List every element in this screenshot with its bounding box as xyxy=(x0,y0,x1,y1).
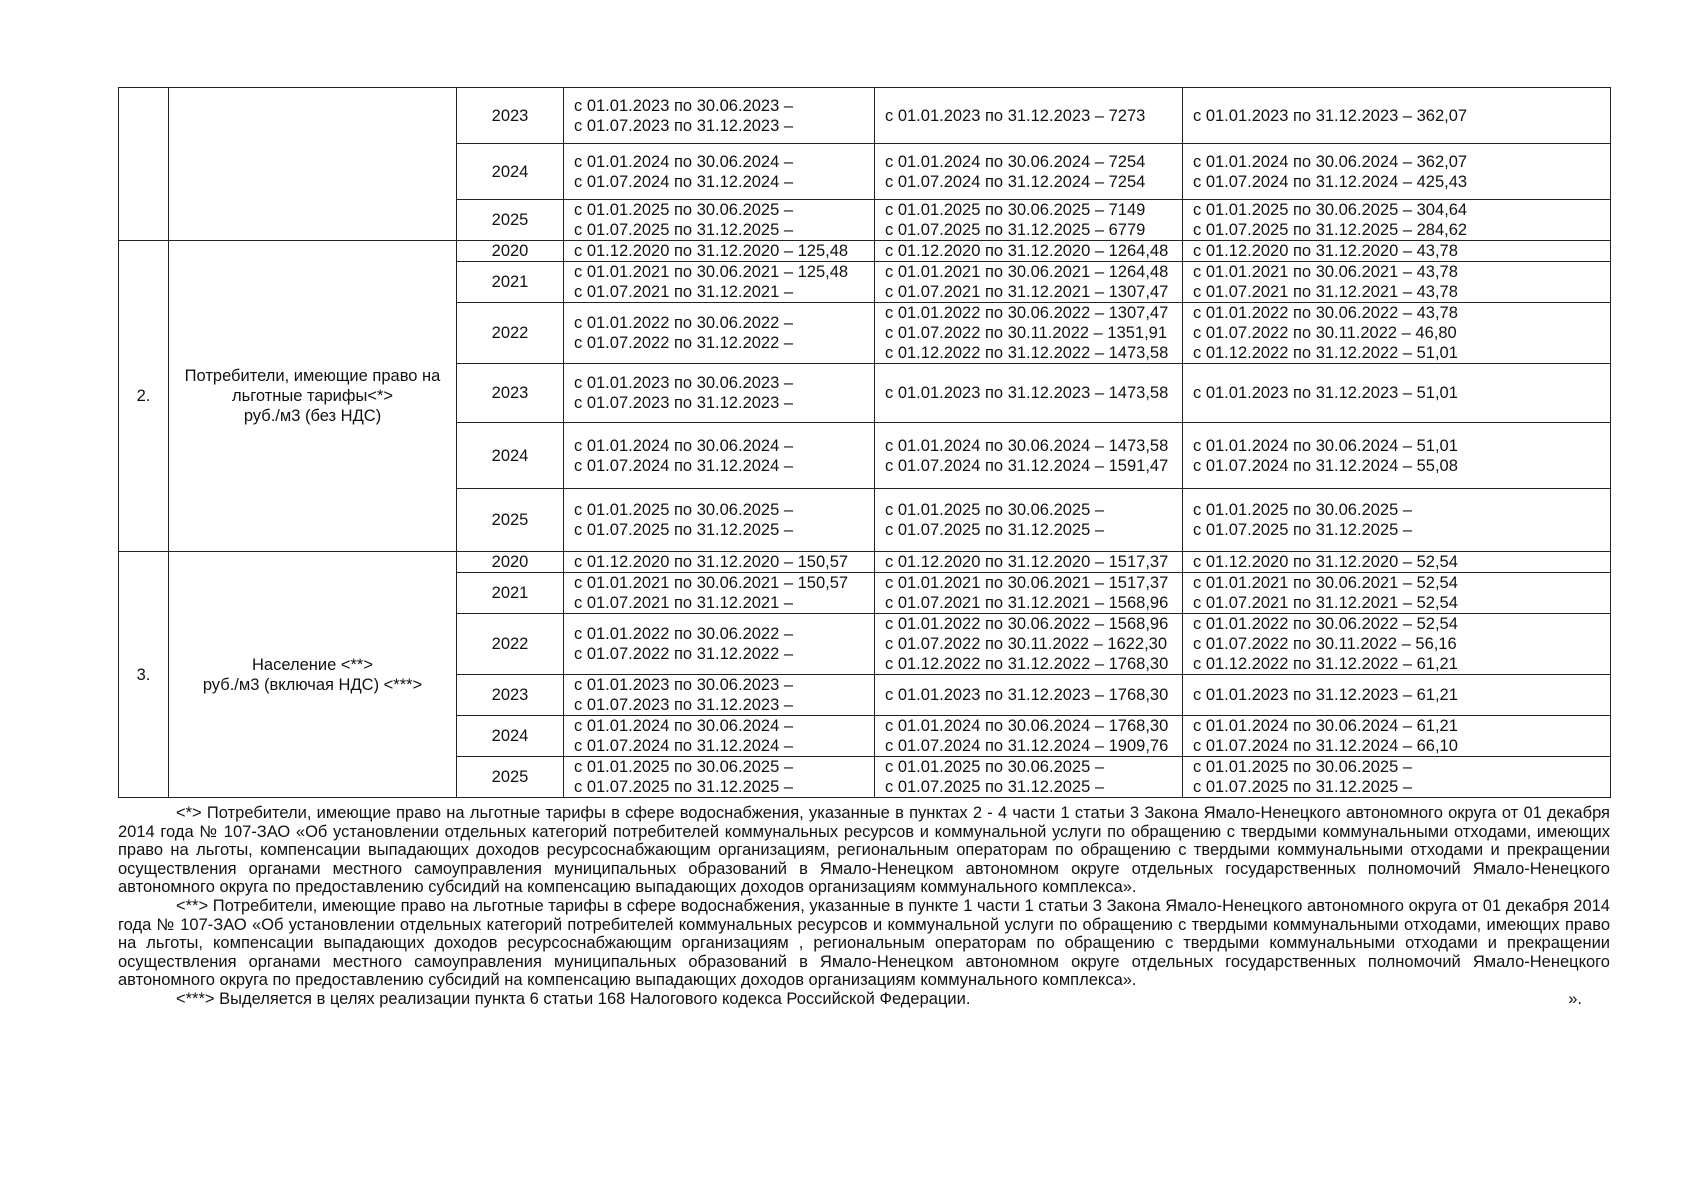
tariff-period-line: с 01.01.2024 по 30.06.2024 – 1768,30 xyxy=(885,717,1169,735)
year-cell: 2022 xyxy=(457,614,564,675)
tariff-period-line: с 01.12.2022 по 31.12.2022 – 51,01 xyxy=(1193,344,1458,362)
tariff-period-line: с 01.12.2020 по 31.12.2020 – 1517,37 xyxy=(885,553,1169,571)
tariff-cell-col3 xyxy=(564,241,875,262)
tariff-period-line: с 01.12.2022 по 31.12.2022 – 61,21 xyxy=(1193,655,1458,673)
tariff-cell-col3 xyxy=(564,303,875,364)
tariff-period-line: с 01.01.2024 по 30.06.2024 – xyxy=(574,717,794,735)
tariff-cell-col5 xyxy=(1183,757,1611,798)
tariff-cell-col3 xyxy=(564,144,875,200)
tariff-period-line: с 01.01.2021 по 30.06.2021 – 1264,48 xyxy=(885,263,1169,281)
tariff-period-line: с 01.07.2022 по 30.11.2022 – 1622,30 xyxy=(885,635,1168,653)
tariff-period-line: с 01.01.2023 по 30.06.2023 – xyxy=(574,96,794,115)
tariff-cell-col5 xyxy=(1183,241,1611,262)
tariff-period-line: с 01.07.2022 по 31.12.2022 – xyxy=(574,645,794,663)
tariff-period-line: с 01.07.2023 по 31.12.2023 – xyxy=(574,116,794,135)
tariff-period-line: с 01.01.2023 по 30.06.2023 – xyxy=(574,374,794,392)
year-cell: 2021 xyxy=(457,262,564,303)
tariff-period-line: с 01.07.2021 по 31.12.2021 – 1307,47 xyxy=(885,283,1169,301)
footnote-3-line xyxy=(118,990,1610,1009)
tariff-period-line: с 01.01.2023 по 31.12.2023 – 7273 xyxy=(885,106,1146,125)
footnote-1: <*> Потребители, имеющие право на льготные тарифы в сфере водоснабжения, указанные в пунктах 2 - 4 части 1 статьи 3 Закона Ямало-Ненецкого автономного округа от 01 декабря 2014 года № 107-ЗАО «Об установлении отдельных категорий потребителей коммунальных ресурсов и коммунальной услуги по обращению с твердыми коммунальными отходами, имеющих право на льготы, компенсации выпадающих доходов ресурсоснабжающим организациям, региональным операторам по обращению с твердыми коммунальными отходами и прекращении осуществления органами местного самоуправления муниципальных образований в Ямало-Ненецком автономном округе отдельных государственных полномочий Ямало-Ненецкого автономного округа по предоставлению субсидий на компенсацию выпадающих доходов организациям коммунального комплекса». xyxy=(118,804,1610,897)
tariff-period-line: с 01.01.2022 по 30.06.2022 – xyxy=(574,314,794,332)
tariff-period-line: с 01.01.2024 по 30.06.2024 – 362,07 xyxy=(1193,152,1468,171)
tariff-period-line: с 01.07.2021 по 31.12.2021 – 52,54 xyxy=(1193,594,1458,612)
tariff-period-line: с 01.07.2022 по 30.11.2022 – 56,16 xyxy=(1193,635,1457,653)
tariff-cell-col5 xyxy=(1183,88,1611,144)
tariff-period-line: с 01.01.2023 по 31.12.2023 – 362,07 xyxy=(1193,106,1468,125)
consumer-category-cell xyxy=(169,88,457,241)
tariff-cell-col4 xyxy=(875,675,1183,716)
tariff-period-line: с 01.07.2025 по 31.12.2025 – xyxy=(574,221,794,239)
tariff-period-line: с 01.01.2025 по 30.06.2025 – 7149 xyxy=(885,201,1146,219)
tariff-period-line: с 01.07.2024 по 31.12.2024 – 425,43 xyxy=(1193,172,1468,191)
tariff-cell-col3 xyxy=(564,262,875,303)
tariff-period-line: с 01.01.2024 по 30.06.2024 – 61,21 xyxy=(1193,717,1458,735)
consumer-category-cell xyxy=(169,241,457,552)
consumer-category-cell xyxy=(169,552,457,798)
year-cell: 2022 xyxy=(457,303,564,364)
tariff-cell-col3 xyxy=(564,88,875,144)
tariff-period-line: с 01.01.2025 по 30.06.2025 – xyxy=(1193,501,1413,519)
footnotes xyxy=(118,804,1610,1009)
tariff-period-line: с 01.01.2022 по 30.06.2022 – 1307,47 xyxy=(885,304,1169,322)
category-line: руб./м3 (без НДС) xyxy=(243,407,382,425)
tariff-period-line: с 01.01.2024 по 30.06.2024 – 1473,58 xyxy=(885,436,1169,455)
tariff-period-line: с 01.01.2023 по 31.12.2023 – 1473,58 xyxy=(885,384,1169,402)
tariff-period-line: с 01.01.2025 по 30.06.2025 – 304,64 xyxy=(1193,201,1468,219)
tariff-period-line: с 01.07.2021 по 31.12.2021 – 43,78 xyxy=(1193,283,1458,301)
tariff-cell-col4 xyxy=(875,88,1183,144)
tariff-period-line: с 01.07.2022 по 30.11.2022 – 1351,91 xyxy=(885,324,1168,342)
tariff-cell-col4 xyxy=(875,552,1183,573)
tariff-cell-col5 xyxy=(1183,552,1611,573)
tariff-cell-col5 xyxy=(1183,262,1611,303)
tariff-period-line: с 01.07.2021 по 31.12.2021 – xyxy=(574,594,794,612)
row-number-cell xyxy=(119,88,169,241)
tariff-cell-col5 xyxy=(1183,614,1611,675)
tariff-cell-col3 xyxy=(564,552,875,573)
tariff-period-line: с 01.01.2022 по 30.06.2022 – xyxy=(574,625,794,643)
tariff-period-line: с 01.12.2020 по 31.12.2020 – 125,48 xyxy=(574,242,849,260)
year-cell: 2025 xyxy=(457,757,564,798)
footnote-2: <**> Потребители, имеющие право на льготные тарифы в сфере водоснабжения, указанные в пункте 1 части 1 статьи 3 Закона Ямало-Ненецкого автономного округа от 01 декабря 2014 года № 107-ЗАО «Об установлении отдельных категорий потребителей коммунальных ресурсов и коммунальной услуги по обращению с твердыми коммунальными отходами, имеющих право на льготы, компенсации выпадающих доходов ресурсоснабжающим организациям , региональным операторам по обращению с твердыми коммунальными отходами и прекращении осуществления органами местного самоуправления муниципальных образований в Ямало-Ненецком автономном округе отдельных государственных полномочий Ямало-Ненецкого автономного округа по предоставлению субсидий на компенсацию выпадающих доходов организациям коммунального комплекса». xyxy=(118,896,1610,990)
table-row xyxy=(119,241,1611,262)
tariff-cell-col5 xyxy=(1183,675,1611,716)
tariff-period-line: с 01.07.2024 по 31.12.2024 – xyxy=(574,172,794,191)
tariff-cell-col4 xyxy=(875,144,1183,200)
document-page xyxy=(118,87,1610,1009)
tariff-period-line: с 01.07.2025 по 31.12.2025 – xyxy=(1193,521,1413,539)
tariff-period-line: с 01.01.2025 по 30.06.2025 – xyxy=(1193,758,1413,776)
year-cell: 2025 xyxy=(457,489,564,552)
year-cell: 2023 xyxy=(457,88,564,144)
tariff-period-line: с 01.07.2025 по 31.12.2025 – xyxy=(885,778,1105,796)
tariff-period-line: с 01.12.2022 по 31.12.2022 – 1768,30 xyxy=(885,655,1169,673)
year-cell: 2024 xyxy=(457,144,564,200)
tariff-period-line: с 01.07.2024 по 31.12.2024 – 55,08 xyxy=(1193,456,1458,475)
tariff-cell-col5 xyxy=(1183,573,1611,614)
tariff-period-line: с 01.01.2021 по 30.06.2021 – 52,54 xyxy=(1193,574,1458,592)
tariff-cell-col3 xyxy=(564,716,875,757)
tariff-period-line: с 01.01.2025 по 30.06.2025 – xyxy=(574,758,794,776)
tariff-cell-col5 xyxy=(1183,489,1611,552)
tariff-period-line: с 01.01.2021 по 30.06.2021 – 125,48 xyxy=(574,263,849,281)
year-cell: 2024 xyxy=(457,423,564,489)
tariff-period-line: с 01.01.2024 по 30.06.2024 – xyxy=(574,436,794,455)
tariff-period-line: с 01.01.2022 по 30.06.2022 – 43,78 xyxy=(1193,304,1458,322)
tariff-cell-col5 xyxy=(1183,364,1611,423)
tariff-period-line: с 01.01.2021 по 30.06.2021 – 150,57 xyxy=(574,574,849,592)
tariff-period-line: с 01.01.2022 по 30.06.2022 – 1568,96 xyxy=(885,615,1169,633)
tariff-table-body xyxy=(119,88,1611,798)
tariff-period-line: с 01.07.2021 по 31.12.2021 – 1568,96 xyxy=(885,594,1169,612)
tariff-period-line: с 01.07.2023 по 31.12.2023 – xyxy=(574,394,794,412)
tariff-cell-col4 xyxy=(875,262,1183,303)
tariff-period-line: с 01.12.2020 по 31.12.2020 – 43,78 xyxy=(1193,242,1458,260)
tariff-cell-col4 xyxy=(875,614,1183,675)
tariff-period-line: с 01.07.2025 по 31.12.2025 – 284,62 xyxy=(1193,221,1468,239)
year-cell: 2021 xyxy=(457,573,564,614)
category-line: Население <**> xyxy=(252,655,373,674)
tariff-period-line: с 01.07.2025 по 31.12.2025 – xyxy=(574,521,794,539)
tariff-period-line: с 01.07.2025 по 31.12.2025 – xyxy=(1193,778,1413,796)
tariff-table xyxy=(118,87,1611,798)
closing-quote: ». xyxy=(1568,989,1582,1008)
tariff-period-line: с 01.01.2024 по 30.06.2024 – 51,01 xyxy=(1193,436,1458,455)
tariff-period-line: с 01.12.2020 по 31.12.2020 – 52,54 xyxy=(1193,553,1458,571)
tariff-period-line: с 01.07.2024 по 31.12.2024 – xyxy=(574,737,794,755)
footnote-3: <***> Выделяется в целях реализации пункта 6 статьи 168 Налогового кодекса Российской Федерации. xyxy=(176,989,971,1008)
tariff-cell-col3 xyxy=(564,489,875,552)
tariff-period-line: с 01.07.2024 по 31.12.2024 – 1591,47 xyxy=(885,456,1169,475)
tariff-period-line: с 01.01.2025 по 30.06.2025 – xyxy=(574,501,794,519)
tariff-cell-col3 xyxy=(564,423,875,489)
tariff-cell-col4 xyxy=(875,364,1183,423)
tariff-cell-col4 xyxy=(875,423,1183,489)
tariff-period-line: с 01.01.2025 по 30.06.2025 – xyxy=(885,501,1105,519)
table-row xyxy=(119,552,1611,573)
tariff-period-line: с 01.07.2023 по 31.12.2023 – xyxy=(574,696,794,714)
tariff-cell-col4 xyxy=(875,489,1183,552)
tariff-cell-col4 xyxy=(875,573,1183,614)
tariff-cell-col4 xyxy=(875,241,1183,262)
category-line: Потребители, имеющие право на xyxy=(184,367,441,385)
tariff-cell-col3 xyxy=(564,757,875,798)
tariff-cell-col4 xyxy=(875,303,1183,364)
category-line: льготные тарифы<*> xyxy=(231,387,394,405)
tariff-period-line: с 01.01.2021 по 30.06.2021 – 1517,37 xyxy=(885,574,1169,592)
tariff-period-line: с 01.07.2021 по 31.12.2021 – xyxy=(574,283,794,301)
tariff-period-line: с 01.01.2023 по 31.12.2023 – 1768,30 xyxy=(885,686,1169,704)
tariff-period-line: с 01.12.2022 по 31.12.2022 – 1473,58 xyxy=(885,344,1169,362)
tariff-cell-col3 xyxy=(564,675,875,716)
tariff-period-line: с 01.01.2025 по 30.06.2025 – xyxy=(574,201,794,219)
tariff-period-line: с 01.01.2023 по 30.06.2023 – xyxy=(574,676,794,694)
tariff-cell-col5 xyxy=(1183,303,1611,364)
tariff-cell-col3 xyxy=(564,364,875,423)
year-cell: 2024 xyxy=(457,716,564,757)
year-cell: 2025 xyxy=(457,200,564,241)
tariff-period-line: с 01.01.2023 по 31.12.2023 – 61,21 xyxy=(1193,686,1458,704)
tariff-cell-col5 xyxy=(1183,423,1611,489)
tariff-cell-col4 xyxy=(875,757,1183,798)
year-cell: 2023 xyxy=(457,675,564,716)
tariff-period-line: с 01.07.2024 по 31.12.2024 – 66,10 xyxy=(1193,737,1458,755)
tariff-cell-col5 xyxy=(1183,716,1611,757)
year-cell: 2020 xyxy=(457,241,564,262)
year-cell: 2020 xyxy=(457,552,564,573)
tariff-period-line: с 01.12.2020 по 31.12.2020 – 1264,48 xyxy=(885,242,1169,260)
tariff-period-line: с 01.07.2025 по 31.12.2025 – xyxy=(885,521,1105,539)
tariff-cell-col3 xyxy=(564,614,875,675)
tariff-period-line: с 01.07.2025 по 31.12.2025 – xyxy=(574,778,794,796)
tariff-period-line: с 01.01.2022 по 30.06.2022 – 52,54 xyxy=(1193,615,1458,633)
tariff-cell-col3 xyxy=(564,573,875,614)
tariff-period-line: с 01.07.2024 по 31.12.2024 – 7254 xyxy=(885,172,1146,191)
table-row xyxy=(119,88,1611,144)
tariff-period-line: с 01.07.2022 по 30.11.2022 – 46,80 xyxy=(1193,324,1457,342)
tariff-period-line: с 01.07.2022 по 31.12.2022 – xyxy=(574,334,794,352)
tariff-period-line: с 01.01.2024 по 30.06.2024 – xyxy=(574,152,794,171)
tariff-period-line: с 01.12.2020 по 31.12.2020 – 150,57 xyxy=(574,553,849,571)
tariff-period-line: с 01.07.2025 по 31.12.2025 – 6779 xyxy=(885,221,1146,239)
tariff-cell-col5 xyxy=(1183,144,1611,200)
tariff-cell-col5 xyxy=(1183,200,1611,241)
tariff-cell-col3 xyxy=(564,200,875,241)
tariff-period-line: с 01.07.2024 по 31.12.2024 – 1909,76 xyxy=(885,737,1169,755)
tariff-period-line: с 01.01.2021 по 30.06.2021 – 43,78 xyxy=(1193,263,1458,281)
year-cell: 2023 xyxy=(457,364,564,423)
tariff-cell-col4 xyxy=(875,200,1183,241)
tariff-period-line: с 01.01.2025 по 30.06.2025 – xyxy=(885,758,1105,776)
tariff-cell-col4 xyxy=(875,716,1183,757)
tariff-period-line: с 01.07.2024 по 31.12.2024 – xyxy=(574,456,794,475)
category-line: руб./м3 (включая НДС) <***> xyxy=(202,675,423,694)
tariff-period-line: с 01.01.2024 по 30.06.2024 – 7254 xyxy=(885,152,1146,171)
row-number-cell: 2. xyxy=(119,241,169,552)
row-number-cell: 3. xyxy=(119,552,169,798)
tariff-period-line: с 01.01.2023 по 31.12.2023 – 51,01 xyxy=(1193,384,1458,402)
